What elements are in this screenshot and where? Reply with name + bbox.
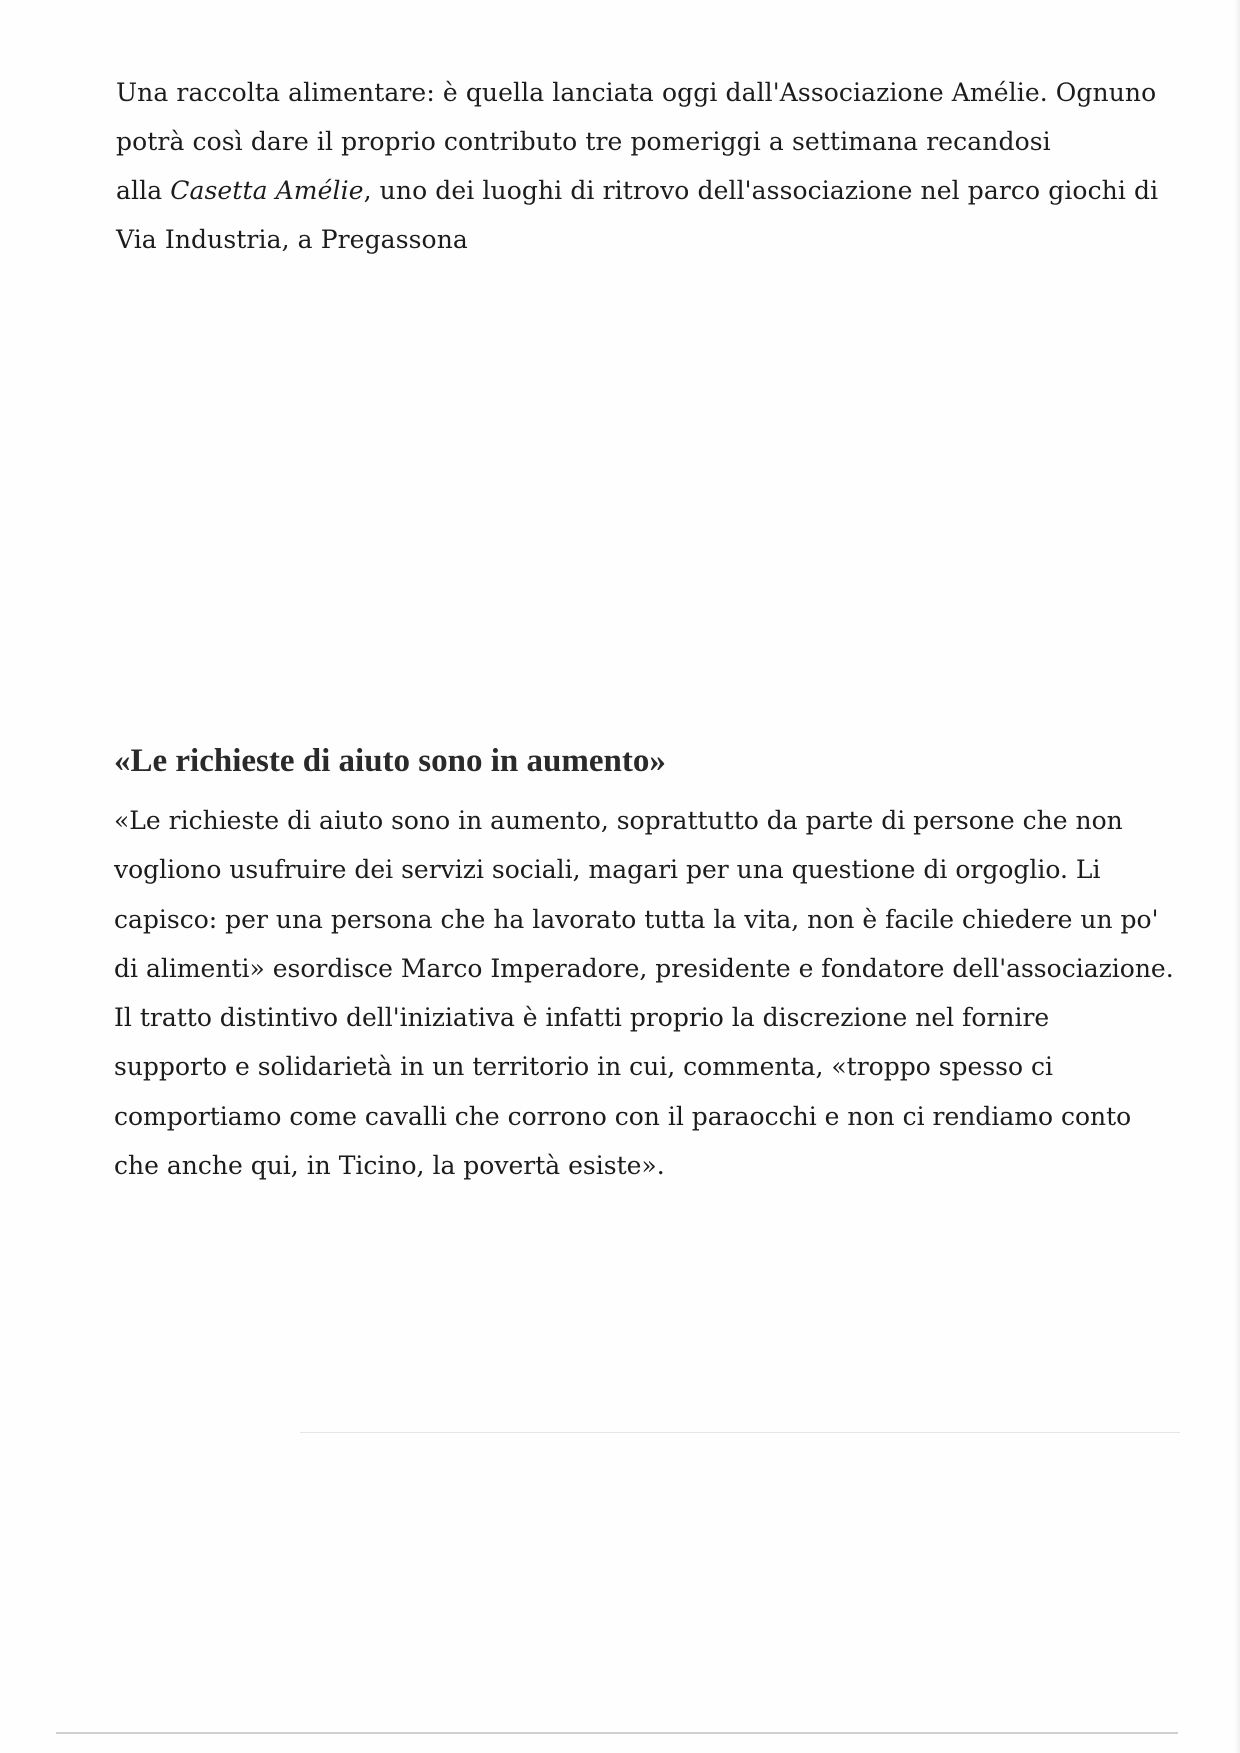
- paragraph-line: che anche qui, in Ticino, la povertà esiste».: [114, 1151, 665, 1181]
- intro-line: [116, 166, 1159, 215]
- paragraph-line: Il tratto distintivo dell'iniziativa è infatti proprio la discrezione nel fornire: [114, 1003, 1050, 1033]
- intro-line: potrà così dare il proprio contributo tre pomeriggi a settimana recandosi: [116, 127, 1051, 156]
- paragraph-line: supporto e solidarietà in un territorio in cui, commenta, «troppo spesso ci: [114, 1052, 1053, 1082]
- paragraph-line: capisco: per una persona che ha lavorato tutta la vita, non è facile chiedere un po': [114, 904, 1159, 934]
- paragraph-line: comportiamo come cavalli che corrono con il paraocchi e non ci rendiamo conto: [114, 1101, 1132, 1131]
- intro-paragraph: [116, 68, 1159, 264]
- intro-line-suffix: , uno dei luoghi di ritrovo dell'associazione nel parco giochi di: [363, 176, 1159, 205]
- paragraph-line: di alimenti» esordisce Marco Imperadore, presidente e fondatore dell'associazione.: [114, 953, 1174, 983]
- faint-divider: [300, 1432, 1180, 1433]
- place-name-italic: Casetta Amélie: [170, 176, 364, 205]
- intro-line: Via Industria, a Pregassona: [116, 225, 468, 254]
- paragraph-line: vogliono usufruire dei servizi sociali, magari per una questione di orgoglio. Li: [114, 855, 1101, 885]
- intro-line: Una raccolta alimentare: è quella lanciata oggi dall'Associazione Amélie. Ognuno: [116, 78, 1157, 107]
- intro-line-prefix: alla: [116, 176, 171, 205]
- section-heading: «Le richieste di aiuto sono in aumento»: [114, 743, 666, 779]
- paragraph-line: «Le richieste di aiuto sono in aumento, soprattutto da parte di persone che non: [114, 806, 1123, 835]
- page-edge-shadow: [1234, 0, 1240, 1753]
- section-paragraph: [114, 796, 1174, 1190]
- bottom-rule: [56, 1732, 1178, 1734]
